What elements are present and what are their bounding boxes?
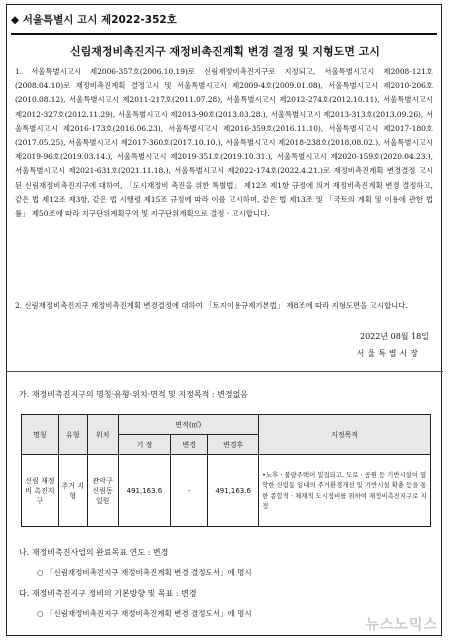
cell-after: 491,163.6 bbox=[208, 455, 259, 527]
header-location: 위치 bbox=[87, 415, 118, 455]
notice-date: 2022년 08월 18일 bbox=[360, 332, 429, 341]
header-existing: 기 정 bbox=[118, 435, 171, 455]
section-a-heading: 가. 재정비촉진지구의 명칭·유형·위치·면적 및 지정목적 : 변경없음 bbox=[19, 390, 249, 399]
paragraph-2: 2. 신림재정비촉진지구 재정비촉진계획 변경결정에 대하여 「토지이용규제기본법」 제8조에 따라 지형도면을 고시합니다. bbox=[15, 301, 408, 310]
cell-existing: 491,163.6 bbox=[118, 455, 171, 527]
divider bbox=[7, 371, 443, 372]
header-change: 변경 bbox=[171, 435, 208, 455]
header-name: 명칭 bbox=[22, 415, 59, 455]
cell-type: 주거 지형 bbox=[58, 455, 87, 527]
section-c-heading: 다. 재정비촉진지구 정비의 기본방향 및 목표 : 변경 bbox=[19, 589, 197, 598]
notice-document bbox=[6, 4, 442, 636]
signer: 서울특별시장 bbox=[356, 349, 421, 358]
paragraph-1: 1. 서울특별시고시 제2006-357호(2006.10.19)로 신림재정비촉진지구로 지정되고, 서울특별시고시 제2008-121호(2008.04.10)로 재정비촉진계획 결정고시 및 서울특별시고시 제2009-4호(2009.01.08), 서울특별시고시 제2010-206호(2010.08.12), 서울특별시고시 제2011-217호(2011.07.28), 서울특별시고시 제2012-274호(2012.10.11), 서울특별시고시 제2012-327호(2012.11.29), 서울특별시고시 제2013-90호(2013.03.28.), 서울특별시고시 제2013-313호(2013.09.26), 서울특별시고시 제2016-173호(2016.06.23), 서울특별시고시 제2016-359호(2016.11.10), 서울특별시고시 제2017-180호(2017.05.25), 서울특별시고시 제2017-360호(2017.10.10.), 서울특별시고시 제2018-238호(2018.08.02.), 서울특별시고시 제2019-96호(2019.03.14.), 서울특별시고시 제2019-351호(2019.10.31.), 서울특별시고시 제2020-159호(2020.04.23.), 서울특별시고시 제2021-631호(2021.11.18.), 서울특별시고시 제2022-174호(2022.4.21.)로 재정비촉진계획 변경결정 고시된 신림재정비촉진지구에 대하여, 「도시재정비 촉진을 위한 특별법」 제12조 제1항 규정에 의거 재정비촉진계획 변경 결정하고, 같은 법 제12조 제3항, 같은 법 시행령 제15조 규정에 따라 이를 고시하며, 같은 법 제13조 및 「국토의 계획 및 이용에 관한 법률」 제50조에 따라 지구단위계획구역 및 지구단위계획으로 결정ㆍ고시합니다. bbox=[15, 67, 433, 219]
section-c-note: ○ 「신림재정비촉진지구 재정비촉진계획 변경 결정도서」에 명시 bbox=[37, 609, 252, 618]
watermark-logo: 뉴스노믹스 bbox=[365, 617, 438, 633]
diamond-icon: ◆ bbox=[11, 14, 20, 26]
district-table bbox=[21, 414, 431, 527]
cell-location: 관악구 신림동 일원 bbox=[87, 455, 118, 527]
section-b-note: ○ 「신림재정비촉진지구 재정비촉진계획 변경 결정도서」에 명시 bbox=[37, 568, 252, 577]
section-b-heading: 나. 재정비촉진사업의 완료목표 연도 : 변경 bbox=[19, 548, 169, 557]
cell-purpose: •노후ㆍ불량주택이 밀집되고, 도로ㆍ공원 등 기반시설이 열악한 신림동 일대의 주거환경개선 및 기반시설 확충 등을 통한 종합적ㆍ체계적 도시정비를 위하여 재정비촉진지구로 지정 bbox=[259, 455, 431, 527]
header-type: 유형 bbox=[58, 415, 87, 455]
cell-change: - bbox=[171, 455, 208, 527]
notice-number: 서울특별시 고시 제2022-352호 bbox=[22, 14, 177, 26]
notice-title: 신림재정비촉진지구 재정비촉진계획 변경 결정 및 지형도면 고시 bbox=[70, 45, 380, 58]
header-after: 변경후 bbox=[208, 435, 259, 455]
header-area: 면적(㎡) bbox=[118, 415, 259, 435]
notice-header bbox=[11, 11, 437, 35]
header-purpose: 지정목적 bbox=[259, 415, 431, 455]
cell-name: 신림 재정비 촉진지구 bbox=[22, 455, 59, 527]
